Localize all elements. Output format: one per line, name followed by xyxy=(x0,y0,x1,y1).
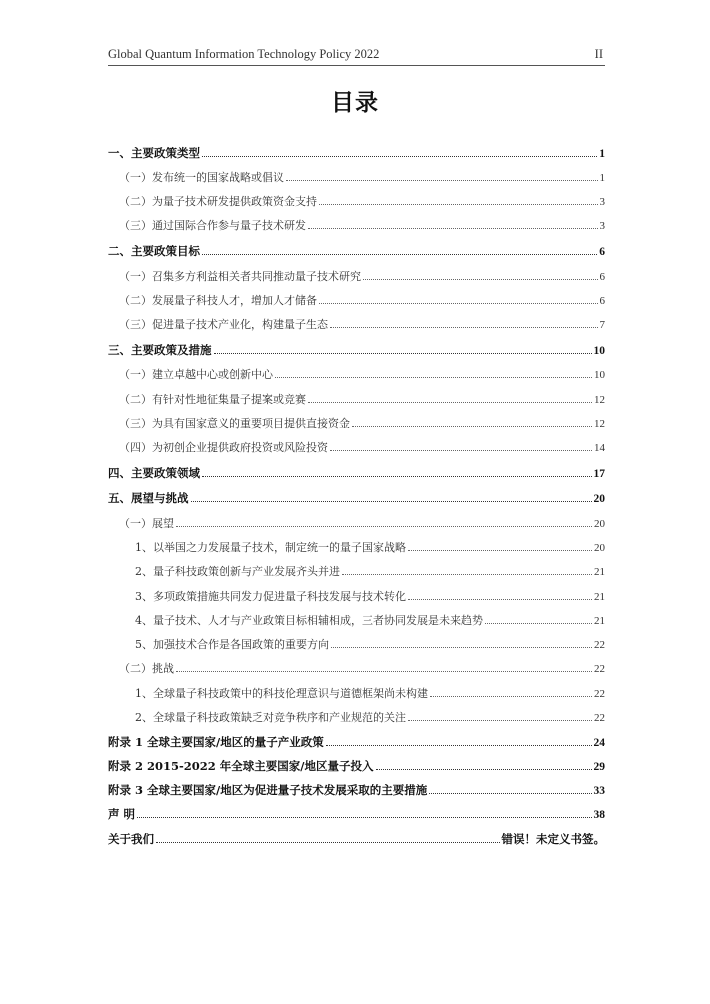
toc-entry-about-us[interactable] xyxy=(108,831,605,849)
dot-leader xyxy=(156,832,500,843)
toc-entry-3-2[interactable] xyxy=(119,391,605,409)
toc-entry-label: 3、多项政策措施共同发力促进量子科技发展与技术转化 xyxy=(135,590,406,603)
toc-entry-page: 3 xyxy=(599,220,605,232)
toc-entry-5-1-3[interactable] xyxy=(135,588,605,606)
dot-leader xyxy=(363,269,598,280)
toc-entry-section-3[interactable] xyxy=(108,342,605,360)
toc-entry-label: （二）发展量子科技人才，增加人才储备 xyxy=(119,294,317,307)
toc-entry-label: 三、主要政策及措施 xyxy=(108,343,212,357)
toc-entry-label: （二）为量子技术研发提供政策资金支持 xyxy=(119,195,317,208)
toc-entry-page: 20 xyxy=(593,493,605,505)
toc-title: 目录 xyxy=(331,90,379,116)
toc-entry-page: 7 xyxy=(599,319,605,331)
dot-leader xyxy=(176,661,592,672)
toc-entry-label: （三）通过国际合作参与量子技术研发 xyxy=(119,219,306,232)
toc-entry-appendix-2[interactable] xyxy=(108,758,605,776)
toc-entry-label: 一、主要政策类型 xyxy=(108,146,200,160)
toc-entry-page: 1 xyxy=(599,172,605,184)
toc-entry-page: 6 xyxy=(599,295,605,307)
toc-entry-page: 6 xyxy=(599,246,605,258)
toc-entry-page: 17 xyxy=(593,468,605,480)
toc-entry-section-4[interactable] xyxy=(108,465,605,483)
dot-leader xyxy=(308,218,598,229)
toc-entry-page: 21 xyxy=(594,591,605,603)
toc-entry-label: 四、主要政策领域 xyxy=(108,466,200,480)
toc-entry-page: 33 xyxy=(593,785,605,797)
toc-entry-section-2[interactable] xyxy=(108,243,605,261)
toc-entry-label: （二）有针对性地征集量子提案或竞赛 xyxy=(119,393,306,406)
toc-entry-label: （一）建立卓越中心或创新中心 xyxy=(119,368,273,381)
toc-entry-page: 3 xyxy=(599,196,605,208)
toc-entry-label: 4、量子技术、人才与产业政策目标相辅相成，三者协同发展是未来趋势 xyxy=(135,614,483,627)
header-page-number: II xyxy=(594,47,603,61)
header-rule xyxy=(108,65,605,66)
dot-leader xyxy=(202,146,597,157)
toc-entry-page: 6 xyxy=(599,271,605,283)
toc-entry-label: 2、量子科技政策创新与产业发展齐头并进 xyxy=(135,565,340,578)
toc-entry-label: 1、以举国之力发展量子技术，制定统一的量子国家战略 xyxy=(135,541,406,554)
dot-leader xyxy=(286,170,598,181)
toc-entry-1-2[interactable] xyxy=(119,193,605,211)
dot-leader xyxy=(376,759,592,770)
toc-entry-5-1-2[interactable] xyxy=(135,563,605,581)
toc-entry-3-4[interactable] xyxy=(119,439,605,457)
toc-entry-section-5[interactable] xyxy=(108,490,605,508)
toc-entry-label: （三）促进量子技术产业化，构建量子生态 xyxy=(119,318,328,331)
toc-entry-5-1-5[interactable] xyxy=(135,636,605,654)
toc-entry-1-3[interactable] xyxy=(119,217,605,235)
toc-entry-page: 1 xyxy=(599,148,605,160)
toc-entry-label: （三）为具有国家意义的重要项目提供直接资金 xyxy=(119,417,350,430)
toc-entry-label: （四）为初创企业提供政府投资或风险投资 xyxy=(119,441,328,454)
toc-entry-appendix-1[interactable] xyxy=(108,734,605,752)
toc-entry-2-2[interactable] xyxy=(119,292,605,310)
toc-entry-5-2[interactable] xyxy=(119,660,605,678)
toc-entry-page-error: 错误！未定义书签。 xyxy=(501,834,605,846)
toc-entry-label: （一）展望 xyxy=(119,517,174,530)
toc-entry-page: 14 xyxy=(594,442,605,454)
toc-entry-label: （一）召集多方利益相关者共同推动量子技术研究 xyxy=(119,270,361,283)
toc-entry-label: 二、主要政策目标 xyxy=(108,244,200,258)
header-title: Global Quantum Information Technology Policy 2022 xyxy=(108,47,380,61)
toc-entry-page: 20 xyxy=(594,542,605,554)
dot-leader xyxy=(408,540,592,551)
toc-entry-page: 22 xyxy=(594,688,605,700)
dot-leader xyxy=(137,807,591,818)
dot-leader xyxy=(408,710,592,721)
dot-leader xyxy=(202,244,597,255)
dot-leader xyxy=(331,637,592,648)
toc-entry-label: 2、全球量子科技政策缺乏对竞争秩序和产业规范的关注 xyxy=(135,711,406,724)
toc-entry-5-1-4[interactable] xyxy=(135,612,605,630)
dot-leader xyxy=(308,392,592,403)
toc-entry-1-1[interactable] xyxy=(119,169,605,187)
dot-leader xyxy=(330,440,592,451)
dot-leader xyxy=(408,589,592,600)
dot-leader xyxy=(275,367,592,378)
running-header xyxy=(108,47,605,65)
dot-leader xyxy=(485,613,592,624)
dot-leader xyxy=(429,783,591,794)
toc-entry-page: 10 xyxy=(594,369,605,381)
toc-entry-label: 附录 1 全球主要国家/地区的量子产业政策 xyxy=(108,735,324,749)
toc-entry-section-1[interactable] xyxy=(108,145,605,163)
dot-leader xyxy=(326,735,592,746)
toc-entry-page: 12 xyxy=(594,394,605,406)
dot-leader xyxy=(352,416,592,427)
toc-entry-page: 12 xyxy=(594,418,605,430)
toc-entry-5-2-1[interactable] xyxy=(135,685,605,703)
toc-entry-label: 附录 3 全球主要国家/地区为促进量子技术发展采取的主要措施 xyxy=(108,783,428,797)
toc-entry-2-3[interactable] xyxy=(119,316,605,334)
dot-leader xyxy=(319,194,598,205)
toc-entry-5-2-2[interactable] xyxy=(135,709,605,727)
toc-entry-appendix-3[interactable] xyxy=(108,782,605,800)
dot-leader xyxy=(202,466,592,477)
toc-entry-label: 关于我们 xyxy=(108,832,154,846)
toc-entry-statement[interactable] xyxy=(108,806,605,824)
dot-leader xyxy=(214,343,592,354)
toc-entry-page: 22 xyxy=(594,712,605,724)
toc-entry-page: 21 xyxy=(594,615,605,627)
toc-entry-2-1[interactable] xyxy=(119,268,605,286)
toc-entry-label: （一）发布统一的国家战略或倡议 xyxy=(119,171,284,184)
dot-leader xyxy=(319,293,598,304)
toc-entry-page: 29 xyxy=(593,761,605,773)
toc-entry-page: 22 xyxy=(594,639,605,651)
dot-leader xyxy=(430,686,592,697)
toc-entry-3-3[interactable] xyxy=(119,415,605,433)
dot-leader xyxy=(176,516,592,527)
toc-entry-page: 20 xyxy=(594,518,605,530)
toc-entry-label: 1、全球量子科技政策中的科技伦理意识与道德框架尚未构建 xyxy=(135,687,428,700)
toc-entry-label: 附录 2 2015-2022 年全球主要国家/地区量子投入 xyxy=(108,759,374,773)
toc-entry-page: 38 xyxy=(593,809,605,821)
toc-entry-page: 22 xyxy=(594,663,605,675)
toc-entry-label: 5、加强技术合作是各国政策的重要方向 xyxy=(135,638,329,651)
toc-entry-5-1[interactable] xyxy=(119,515,605,533)
toc-entry-label: （二）挑战 xyxy=(119,662,174,675)
dot-leader xyxy=(342,564,592,575)
toc-entry-page: 21 xyxy=(594,566,605,578)
toc-entry-label: 声 明 xyxy=(108,807,136,821)
toc-entry-3-1[interactable] xyxy=(119,366,605,384)
dot-leader xyxy=(191,491,592,502)
toc-entry-page: 10 xyxy=(593,345,605,357)
toc-entry-label: 五、展望与挑战 xyxy=(108,491,189,505)
dot-leader xyxy=(330,317,598,328)
toc-entry-page: 24 xyxy=(593,737,605,749)
toc-entry-5-1-1[interactable] xyxy=(135,539,605,557)
